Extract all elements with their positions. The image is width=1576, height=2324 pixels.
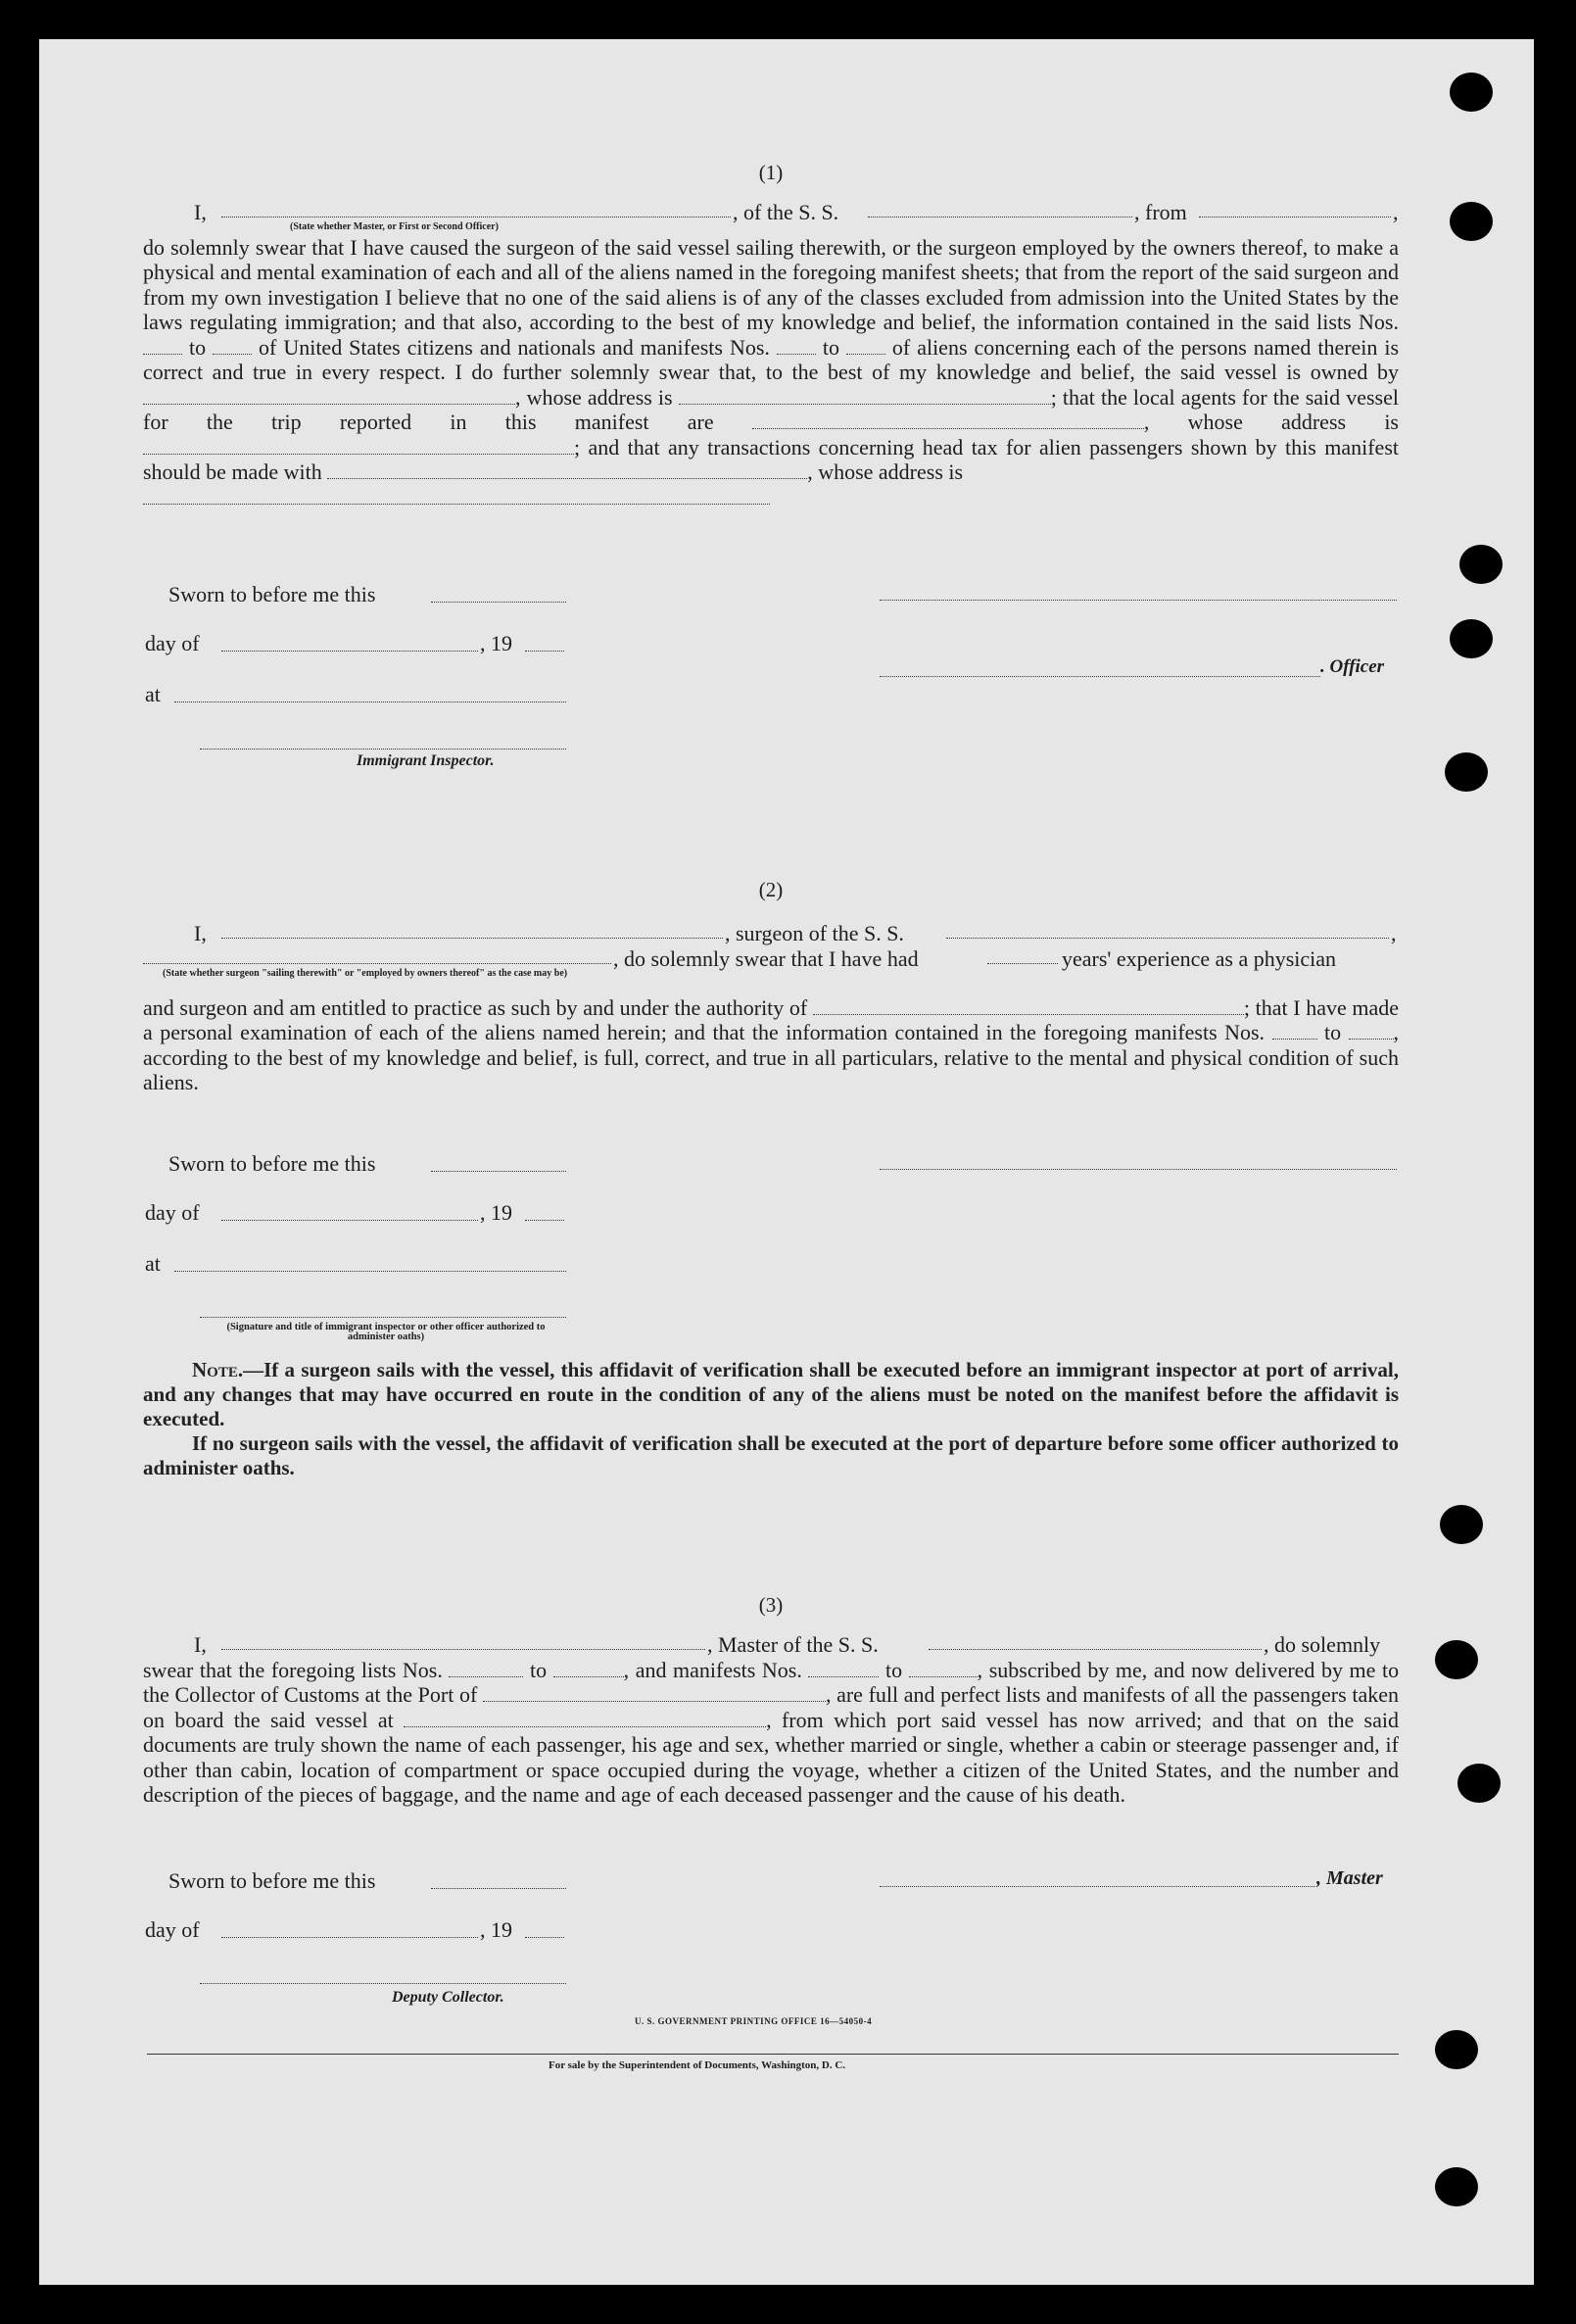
i-label: I, (194, 1631, 207, 1657)
punch-hole (1459, 545, 1503, 584)
section-number: (1) (758, 161, 784, 184)
sworn-day-field[interactable] (431, 1157, 566, 1172)
sworn-label: Sworn to before me this (168, 1868, 376, 1893)
punch-hole (1435, 2030, 1478, 2069)
body-text: that the local agents for the said vessel for the trip reported in this manifest are (143, 384, 1399, 434)
body-text: , are full and perfect lists and manifests of all the passengers taken on board the said vessel at (143, 1682, 1399, 1732)
note-paragraph (143, 1431, 1399, 1480)
citizens-list-from-field[interactable] (143, 337, 182, 355)
manifests-to-field[interactable] (909, 1660, 978, 1677)
years-label: years' experience as a physician (1062, 945, 1337, 971)
body-text: , according to the best of my knowledge and belief, is full, correct, and true in all particulars, relative to the mental and physical condition of such aliens. (143, 1020, 1400, 1094)
lists-to-field[interactable] (553, 1660, 624, 1677)
to-label: to (529, 1657, 548, 1682)
punch-hole (1440, 1505, 1483, 1544)
at-label: at (145, 682, 161, 706)
do-solemnly-label: , do solemnly (1264, 1631, 1381, 1657)
section3-body (143, 1658, 1399, 1808)
authority-field[interactable] (813, 997, 1244, 1015)
comma: , (1393, 199, 1399, 224)
year-field[interactable] (525, 1923, 564, 1938)
note-paragraph (143, 1358, 1399, 1431)
to-label: to (884, 1657, 903, 1682)
surgeon-signature-line[interactable] (880, 1155, 1397, 1170)
immigrant-inspector-label: Immigrant Inspector. (357, 752, 495, 769)
printing-office-imprint: U. S. GOVERNMENT PRINTING OFFICE 16—54050-4 (635, 2016, 873, 2026)
whose-address-label: whose address is (1187, 410, 1399, 434)
master-signature-line[interactable] (880, 1872, 1314, 1887)
note-text: —If a surgeon sails with the vessel, this affidavit of verification shall be executed before an immigrant inspector at port of arrival, and any changes that may have occurred en route in the condition of any of the aliens must be noted on the manifest before the affidavit is executed. (143, 1358, 1399, 1430)
day-of-label: day of (145, 1200, 200, 1225)
manifest-to-field[interactable] (1349, 1022, 1394, 1040)
at-label: at (145, 1251, 161, 1276)
master-of-ss-label: , Master of the S. S. (707, 1631, 879, 1657)
whose-address-label: , whose address is (807, 460, 964, 484)
year-label: , 19 (480, 1917, 512, 1942)
surgeon-vessel-field[interactable] (946, 921, 1389, 939)
swear-label: , do solemnly swear that I have had (613, 945, 919, 971)
body-text: do solemnly swear that I have caused the surgeon of the said vessel sailing therewith, or the surgeon employed by the owners thereof, to make a physical and mental examination of each and all of the aliens named in the foregoing manifest sheets; that from the report of the said surgeon and from my own investigation I believe that no one of the said aliens is of any of the classes excluded from admission into the United States by the laws regulating immigration; and that also, according to the best of my knowledge and belief, the information contained in the said lists Nos. (143, 234, 1399, 334)
departure-port-field[interactable] (404, 1710, 766, 1727)
head-tax-contact-field[interactable] (327, 461, 807, 479)
day-of-label: day of (145, 1917, 200, 1942)
section-number: (2) (758, 878, 784, 901)
punch-hole (1435, 1640, 1478, 1679)
officer-label: . Officer (1320, 656, 1385, 677)
aliens-manifest-to-field[interactable] (846, 337, 885, 355)
aliens-manifest-from-field[interactable] (777, 337, 816, 355)
section2-body (143, 995, 1399, 1095)
footer-sale-notice: For sale by the Superintendent of Documents, Washington, D. C. (549, 2059, 846, 2071)
punch-hole (1445, 752, 1488, 792)
semicolon: ; (1050, 384, 1057, 410)
body-text: of aliens concerning each of the persons named therein is correct and true in every respect. I do further solemnly swear that, to the best of my knowledge and belief, the said vessel is owned by (143, 334, 1400, 384)
owner-field[interactable] (143, 387, 515, 405)
i-label: I, (194, 199, 207, 224)
affidavit-master-section (143, 161, 1399, 509)
day-of-label: day of (145, 631, 200, 655)
section1-body (143, 235, 1399, 510)
manifests-label: , and manifests Nos. (623, 1657, 802, 1682)
to-label: to (188, 334, 207, 360)
surgeon-status-hint: (State whether surgeon "sailing therewith" or "employed by owners thereof" as the case may be) (163, 967, 568, 979)
semicolon: ; (1243, 994, 1250, 1020)
affidavit-collector-section (143, 1593, 1399, 1808)
to-label: to (1323, 1020, 1342, 1044)
year-label: , 19 (480, 1200, 512, 1225)
year-label: , 19 (480, 631, 512, 655)
comma: , (1391, 920, 1397, 945)
sworn-label: Sworn to before me this (168, 582, 376, 606)
punch-hole (1450, 73, 1493, 112)
deputy-collector-label: Deputy Collector. (392, 1989, 504, 2006)
to-label: to (822, 334, 839, 360)
body-text: swear that the foregoing lists Nos. (143, 1657, 443, 1682)
sworn-day-field[interactable] (431, 1874, 566, 1889)
punch-hole (1435, 2167, 1478, 2206)
of-ss-label: , of the S. S. (733, 199, 839, 224)
punch-hole (1450, 202, 1493, 241)
body-text: that I have made a personal examination of each of the aliens named herein; and that the information contained in the foregoing manifests Nos. (143, 994, 1399, 1044)
master-label: , Master (1316, 1867, 1383, 1889)
punch-hole (1457, 1764, 1501, 1803)
surgeon-of-ss-label: , surgeon of the S. S. (725, 920, 904, 945)
surgeon-status-field[interactable] (143, 946, 611, 964)
year-field[interactable] (525, 1206, 564, 1221)
note-label: Note. (192, 1358, 244, 1381)
sworn-day-field[interactable] (431, 588, 566, 603)
lists-from-field[interactable] (449, 1660, 523, 1677)
punch-hole (1450, 619, 1493, 658)
collector-signature-line[interactable] (200, 1969, 566, 1984)
body-text: ; and that any transactions concerning head tax for alien passengers shown by this manifest should be made with (143, 434, 1399, 484)
master-line (143, 1632, 1399, 1658)
i-label: I, (194, 920, 207, 945)
witness-signature-line[interactable] (200, 1303, 566, 1318)
officer-hint: (State whether Master, or First or Second Officer) (290, 220, 499, 232)
surgeon-line (143, 921, 1399, 946)
vessel-name-field[interactable] (868, 200, 1132, 218)
from-label: , from (1134, 199, 1187, 224)
day-month-field[interactable] (221, 1923, 478, 1938)
officer-title-line[interactable] (880, 662, 1320, 677)
arrival-port-field[interactable] (483, 1684, 826, 1702)
master-vessel-field[interactable] (929, 1632, 1262, 1650)
officer-signature-line[interactable] (880, 586, 1397, 601)
affidavit-surgeon-section (143, 878, 1399, 1095)
day-month-field[interactable] (221, 1206, 478, 1221)
surgeon-name-field[interactable] (221, 921, 723, 939)
note-block (143, 1358, 1399, 1480)
body-text: of United States citizens and nationals and manifests Nos. (259, 334, 770, 360)
declarant-line (143, 200, 1399, 235)
at-place-field[interactable] (174, 1257, 566, 1272)
witness-signature-hint: (Signature and title of immigrant inspector or other officer authorized to administer oaths) (226, 1322, 546, 1342)
year-field[interactable] (525, 637, 564, 652)
body-text: , from which port said vessel has now arrived; and that on the said documents are truly shown the name of each passenger, his age and sex, whether married or single, whether a cabin or steerage passenger and, if other than cabin, location of compartment or space occupied during the voyage, whether a citizen of the United States, and the number and description of the pieces of baggage, and the name and age of each deceased passenger and the cause of his death. (143, 1707, 1399, 1807)
officer-name-field[interactable] (221, 200, 731, 218)
note-text: If no surgeon sails with the vessel, the affidavit of verification shall be executed at the port of departure before some officer authorized to administer oaths. (143, 1431, 1399, 1479)
master-name-field[interactable] (221, 1632, 705, 1650)
surgeon-experience-line (143, 946, 1399, 995)
agents-address-field[interactable] (143, 437, 574, 455)
at-place-field[interactable] (174, 688, 566, 702)
sworn-label: Sworn to before me this (168, 1151, 376, 1176)
section-number: (3) (758, 1593, 784, 1617)
head-tax-address-field[interactable] (143, 487, 770, 505)
whose-address-label: , whose address is (515, 384, 673, 410)
years-field[interactable] (987, 946, 1058, 964)
local-agents-field[interactable] (752, 412, 1144, 429)
owner-address-field[interactable] (679, 387, 1051, 405)
citizens-list-to-field[interactable] (213, 337, 252, 355)
inspector-signature-line[interactable] (200, 735, 566, 750)
manifests-from-field[interactable] (808, 1660, 879, 1677)
comma: , (1143, 410, 1150, 434)
manifest-from-field[interactable] (1272, 1022, 1317, 1040)
day-month-field[interactable] (221, 637, 478, 652)
body-text: and surgeon and am entitled to practice as such by and under the authority of (143, 994, 808, 1020)
body-text: , subscribed by me, and now delivered by me to the Collector of Customs at the Port of (143, 1657, 1400, 1707)
footer-rule (147, 2054, 1399, 2055)
from-port-field[interactable] (1199, 200, 1391, 218)
